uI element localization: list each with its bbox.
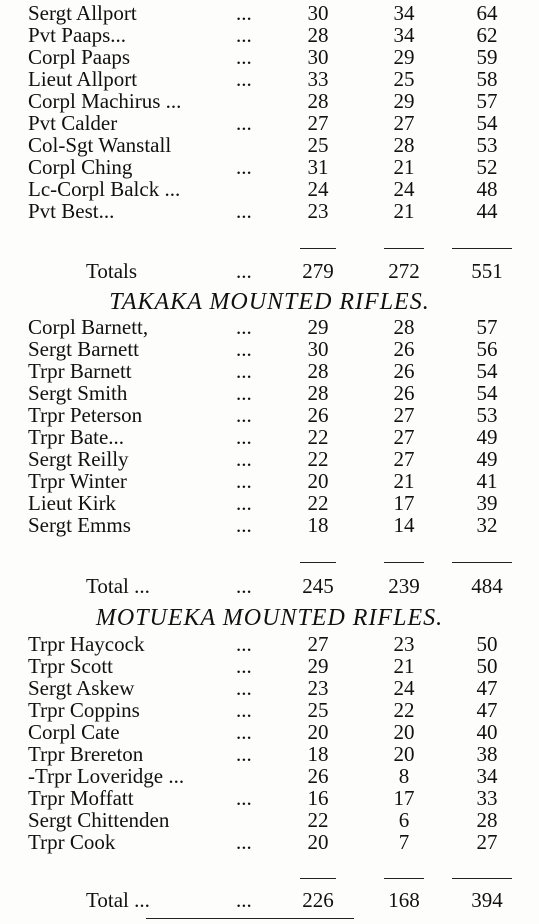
score-total: 62 — [476, 23, 498, 47]
leader-dots: ... — [236, 315, 252, 339]
score-first: 18 — [307, 742, 329, 766]
total-row — [0, 575, 539, 598]
score-first: 23 — [307, 676, 329, 700]
table-row — [0, 633, 539, 656]
score-total: 58 — [476, 67, 498, 91]
score-second: 27 — [393, 403, 415, 427]
player-name: Lc-Corpl Balck ... — [28, 177, 181, 201]
score-total: 27 — [476, 830, 498, 854]
table-row — [0, 112, 539, 135]
score-second: 24 — [393, 177, 415, 201]
leader-dots: ... — [236, 632, 252, 656]
score-total: 32 — [476, 513, 498, 537]
table-row — [0, 492, 539, 515]
score-total: 28 — [476, 808, 498, 832]
score-second: 21 — [393, 654, 415, 678]
player-name: Corpl Cate — [28, 720, 120, 744]
total-row — [0, 889, 539, 912]
leader-dots: ... — [236, 45, 252, 69]
score-first: 16 — [307, 786, 329, 810]
player-name: Lieut Allport — [28, 67, 138, 91]
player-name: Col-Sgt Wanstall — [28, 133, 172, 157]
leader-dots: ... — [236, 359, 252, 383]
score-second: 25 — [393, 67, 415, 91]
score-second: 27 — [393, 111, 415, 135]
table-row — [0, 200, 539, 223]
score-total: 44 — [476, 199, 498, 223]
leader-dots: ... — [236, 447, 252, 471]
score-first: 22 — [307, 425, 329, 449]
total-first: 226 — [302, 888, 334, 912]
score-first: 20 — [307, 720, 329, 744]
table-row — [0, 338, 539, 361]
total-label: Total ... — [86, 888, 150, 912]
total-first: 245 — [302, 574, 334, 598]
sum-rule — [384, 878, 424, 879]
score-first: 26 — [307, 403, 329, 427]
score-second: 23 — [393, 632, 415, 656]
table-row — [0, 2, 539, 25]
score-total: 57 — [476, 315, 498, 339]
score-first: 27 — [307, 632, 329, 656]
table-row — [0, 382, 539, 405]
score-first: 18 — [307, 513, 329, 537]
score-first: 28 — [307, 359, 329, 383]
table-row — [0, 743, 539, 766]
leader-dots: ... — [236, 381, 252, 405]
score-second: 28 — [393, 133, 415, 157]
table-row — [0, 677, 539, 700]
leader-dots: ... — [236, 742, 252, 766]
score-second: 34 — [393, 1, 415, 25]
score-first: 25 — [307, 133, 329, 157]
sum-rule — [384, 248, 424, 249]
leader-dots: ... — [236, 67, 252, 91]
score-total: 59 — [476, 45, 498, 69]
score-second: 20 — [393, 742, 415, 766]
table-row — [0, 787, 539, 810]
score-first: 28 — [307, 89, 329, 113]
table-row — [0, 765, 539, 788]
score-total: 40 — [476, 720, 498, 744]
score-second: 27 — [393, 447, 415, 471]
table-row — [0, 404, 539, 427]
player-name: Trpr Barnett — [28, 359, 132, 383]
player-name: Trpr Coppins — [28, 698, 140, 722]
score-total: 50 — [476, 654, 498, 678]
score-first: 20 — [307, 469, 329, 493]
score-total: 50 — [476, 632, 498, 656]
table-row — [0, 448, 539, 471]
table-row — [0, 809, 539, 832]
bottom-rule — [146, 918, 354, 919]
leader-dots: ... — [236, 676, 252, 700]
score-first: 28 — [307, 23, 329, 47]
sum-rule — [452, 878, 512, 879]
score-total: 41 — [476, 469, 498, 493]
score-first: 30 — [307, 1, 329, 25]
score-total: 54 — [476, 381, 498, 405]
total-grand: 484 — [471, 574, 503, 598]
score-second: 21 — [393, 469, 415, 493]
score-first: 30 — [307, 45, 329, 69]
score-second: 21 — [393, 155, 415, 179]
score-second: 17 — [393, 491, 415, 515]
player-name: Sergt Chittenden — [28, 808, 170, 832]
table-row — [0, 90, 539, 113]
score-first: 22 — [307, 447, 329, 471]
score-second: 28 — [393, 315, 415, 339]
score-total: 49 — [476, 447, 498, 471]
player-name: Sergt Askew — [28, 676, 135, 700]
sum-rule — [384, 562, 424, 563]
score-first: 22 — [307, 808, 329, 832]
score-second: 26 — [393, 381, 415, 405]
score-second: 8 — [398, 764, 410, 788]
total-second: 168 — [388, 888, 420, 912]
player-name: Trpr Brereton — [28, 742, 144, 766]
table-row — [0, 178, 539, 201]
player-name: Pvt Best... — [28, 199, 115, 223]
leader-dots: ... — [236, 654, 252, 678]
sum-rule — [452, 562, 512, 563]
score-first: 22 — [307, 491, 329, 515]
player-name: Pvt Calder — [28, 111, 118, 135]
table-row — [0, 426, 539, 449]
score-second: 20 — [393, 720, 415, 744]
sum-rule — [300, 248, 336, 249]
total-label: Totals — [86, 259, 138, 283]
score-total: 47 — [476, 676, 498, 700]
score-first: 26 — [307, 764, 329, 788]
score-total: 56 — [476, 337, 498, 361]
leader-dots: ... — [236, 403, 252, 427]
player-name: Sergt Barnett — [28, 337, 140, 361]
table-row — [0, 699, 539, 722]
score-second: 7 — [398, 830, 410, 854]
section-title: TAKAKA MOUNTED RIFLES. — [109, 289, 430, 315]
score-first: 33 — [307, 67, 329, 91]
leader-dots: ... — [236, 469, 252, 493]
score-first: 31 — [307, 155, 329, 179]
player-name: Sergt Reilly — [28, 447, 129, 471]
score-first: 25 — [307, 698, 329, 722]
score-second: 24 — [393, 676, 415, 700]
leader-dots: ... — [236, 111, 252, 135]
total-label: Total ... — [86, 574, 150, 598]
total-row — [0, 260, 539, 283]
score-total: 54 — [476, 359, 498, 383]
score-first: 30 — [307, 337, 329, 361]
leader-dots: ... — [236, 720, 252, 744]
leader-dots: ... — [236, 199, 252, 223]
sum-rule — [452, 248, 512, 249]
score-total: 47 — [476, 698, 498, 722]
table-row — [0, 316, 539, 339]
table-row — [0, 134, 539, 157]
total-second: 272 — [388, 259, 420, 283]
leader-dots: ... — [236, 23, 252, 47]
player-name: Sergt Smith — [28, 381, 128, 405]
leader-dots: ... — [236, 491, 252, 515]
player-name: Pvt Paaps... — [28, 23, 127, 47]
table-row — [0, 24, 539, 47]
score-second: 17 — [393, 786, 415, 810]
sum-rule — [300, 562, 336, 563]
player-name: Trpr Peterson — [28, 403, 143, 427]
table-row — [0, 721, 539, 744]
score-total: 33 — [476, 786, 498, 810]
score-total: 53 — [476, 133, 498, 157]
score-total: 48 — [476, 177, 498, 201]
score-total: 34 — [476, 764, 498, 788]
score-second: 14 — [393, 513, 415, 537]
leader-dots: ... — [236, 155, 252, 179]
table-row — [0, 831, 539, 854]
score-total: 38 — [476, 742, 498, 766]
player-name: Trpr Winter — [28, 469, 127, 493]
leader-dots: ... — [236, 425, 252, 449]
table-row — [0, 470, 539, 493]
player-name: Lieut Kirk — [28, 491, 117, 515]
score-total: 53 — [476, 403, 498, 427]
leader-dots: ... — [236, 1, 252, 25]
player-name: Trpr Bate... — [28, 425, 125, 449]
score-second: 34 — [393, 23, 415, 47]
player-name: Corpl Paaps — [28, 45, 131, 69]
score-total: 39 — [476, 491, 498, 515]
score-first: 29 — [307, 654, 329, 678]
score-total: 49 — [476, 425, 498, 449]
sum-rule — [300, 878, 336, 879]
score-second: 26 — [393, 337, 415, 361]
total-first: 279 — [302, 259, 334, 283]
player-name: Trpr Cook — [28, 830, 116, 854]
total-grand: 551 — [471, 259, 503, 283]
score-total: 54 — [476, 111, 498, 135]
score-first: 20 — [307, 830, 329, 854]
score-total: 52 — [476, 155, 498, 179]
score-second: 29 — [393, 45, 415, 69]
score-first: 29 — [307, 315, 329, 339]
score-second: 27 — [393, 425, 415, 449]
score-second: 29 — [393, 89, 415, 113]
score-second: 21 — [393, 199, 415, 223]
score-second: 6 — [398, 808, 410, 832]
score-total: 64 — [476, 1, 498, 25]
player-name: Trpr Moffatt — [28, 786, 134, 810]
score-first: 28 — [307, 381, 329, 405]
table-row — [0, 68, 539, 91]
player-name: Corpl Ching — [28, 155, 133, 179]
score-first: 24 — [307, 177, 329, 201]
section-title: MOTUEKA MOUNTED RIFLES. — [95, 605, 444, 631]
leader-dots: ... — [236, 786, 252, 810]
leader-dots: ... — [236, 513, 252, 537]
score-first: 23 — [307, 199, 329, 223]
player-name: Corpl Barnett, — [28, 315, 149, 339]
table-row — [0, 514, 539, 537]
table-row — [0, 46, 539, 69]
player-name: Sergt Allport — [28, 1, 137, 25]
table-row — [0, 655, 539, 678]
leader-dots: ... — [236, 574, 252, 598]
score-total: 57 — [476, 89, 498, 113]
total-grand: 394 — [471, 888, 503, 912]
leader-dots: ... — [236, 259, 252, 283]
player-name: -Trpr Loveridge ... — [28, 764, 185, 788]
leader-dots: ... — [236, 698, 252, 722]
score-second: 26 — [393, 359, 415, 383]
leader-dots: ... — [236, 830, 252, 854]
leader-dots: ... — [236, 337, 252, 361]
player-name: Trpr Scott — [28, 654, 113, 678]
table-row — [0, 156, 539, 179]
leader-dots: ... — [236, 888, 252, 912]
score-second: 22 — [393, 698, 415, 722]
player-name: Trpr Haycock — [28, 632, 145, 656]
player-name: Corpl Machirus ... — [28, 89, 182, 113]
total-second: 239 — [388, 574, 420, 598]
table-row — [0, 360, 539, 383]
player-name: Sergt Emms — [28, 513, 131, 537]
score-first: 27 — [307, 111, 329, 135]
